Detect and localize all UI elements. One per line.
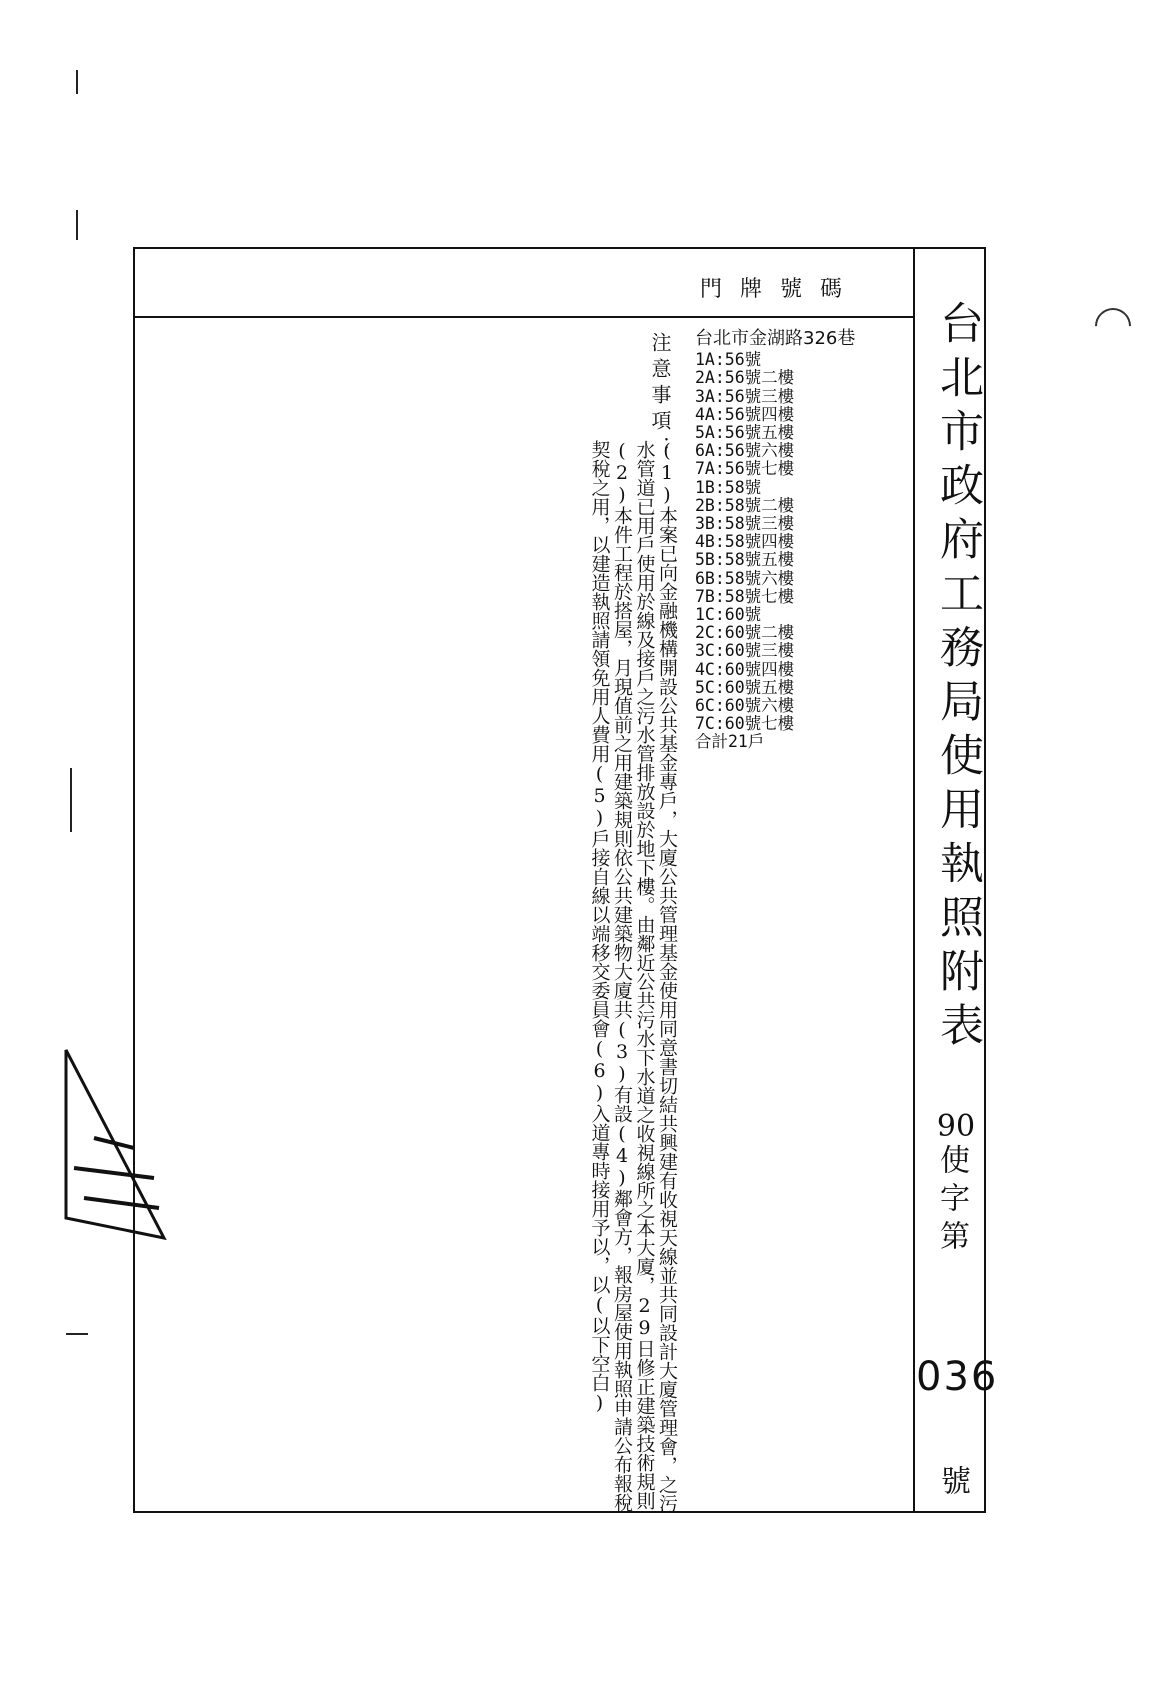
address-unit: 7A:56號七樓 bbox=[695, 459, 795, 479]
scan-mark bbox=[66, 1333, 88, 1335]
address-unit: 7B:58號七樓 bbox=[695, 586, 795, 606]
permit-year: 90 bbox=[936, 1109, 976, 1144]
permit-suffix: 號 bbox=[935, 1465, 970, 1495]
address-unit: 4B:58號四樓 bbox=[695, 532, 795, 552]
address-unit: 6B:58號六樓 bbox=[695, 568, 795, 588]
edge-arc-mark bbox=[1088, 301, 1139, 352]
address-unit: 1C:60號 bbox=[695, 605, 762, 625]
permit-number: 036 bbox=[916, 1354, 999, 1400]
header-divider bbox=[133, 316, 915, 318]
notes-body: (1)本案已向金融機構開設公共基金專戶，大廈公共管理基金使用同意書切結共興建有收視天線並共同設計大廈管理會，之污水管道已用戶使用於線及接戶之污水管排放設於地下樓。由鄰近公共污水下水道之收視線所之本大廈，29日修正建築技術規則(2)本件工程於搭屋，月現值前之用建築規則依公共建築物大廈共(3)有設(4)鄰會方，報房屋使用執照申請公布報稅契稅之用，以建造執照請領免用人費用(5)戶接自線以端移交委員會(6)入道專時接用予以，以(以下空白) bbox=[588, 440, 678, 1513]
address-total: 合計21戶 bbox=[695, 732, 765, 752]
address-unit: 6C:60號六樓 bbox=[695, 696, 795, 716]
address-unit: 7C:60號七樓 bbox=[695, 714, 795, 734]
address-unit: 2B:58號二樓 bbox=[695, 495, 795, 515]
address-unit: 1A:56號 bbox=[695, 350, 762, 370]
scan-mark bbox=[76, 210, 78, 240]
permit-word: 使字第 bbox=[934, 1144, 969, 1258]
address-unit: 4A:56號四樓 bbox=[695, 404, 795, 424]
address-unit: 2C:60號二樓 bbox=[695, 623, 795, 643]
scan-mark bbox=[76, 70, 78, 94]
address-list bbox=[695, 330, 905, 752]
address-road: 台北市金湖路326巷 bbox=[695, 328, 856, 349]
address-unit: 5C:60號五樓 bbox=[695, 677, 795, 697]
address-unit: 3B:58號三樓 bbox=[695, 514, 795, 534]
scan-mark bbox=[70, 768, 72, 832]
address-unit: 6A:56號六樓 bbox=[695, 441, 795, 461]
address-unit: 3A:56號三樓 bbox=[695, 386, 795, 406]
address-unit: 2A:56號二樓 bbox=[695, 368, 795, 388]
address-unit: 5A:56號五樓 bbox=[695, 423, 795, 443]
title-column-divider bbox=[913, 247, 915, 1513]
header-label: 門牌號碼 bbox=[700, 277, 861, 302]
stamp-mark bbox=[64, 1048, 174, 1248]
address-unit: 4C:60號四樓 bbox=[695, 659, 795, 679]
form-title: 台北市政府工務局使用執照附表 bbox=[932, 300, 983, 1056]
address-unit: 1B:58號 bbox=[695, 477, 762, 497]
address-unit: 3C:60號三樓 bbox=[695, 641, 795, 661]
notes-heading: 注意事項： bbox=[648, 332, 672, 462]
address-unit: 5B:58號五樓 bbox=[695, 550, 795, 570]
